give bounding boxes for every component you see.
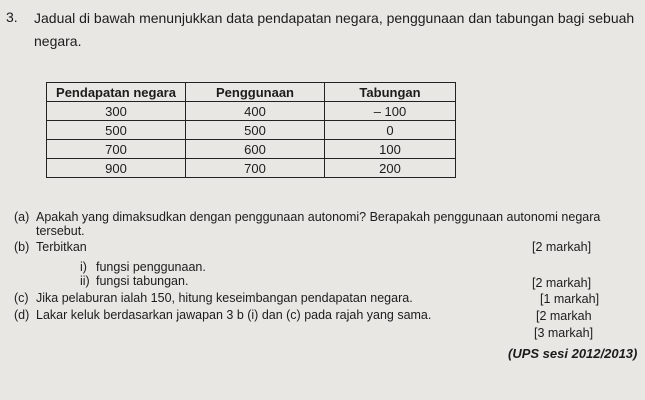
table-cell: 0 xyxy=(325,121,456,140)
part-bii-label: ii) xyxy=(80,274,90,288)
table-cell: 700 xyxy=(47,140,186,159)
table-cell: 600 xyxy=(186,140,325,159)
part-d-text: Lakar keluk berdasarkan jawapan 3 b (i) dan (c) pada rajah yang sama. xyxy=(36,308,432,322)
question-number: 3. xyxy=(6,9,18,25)
part-a-line1: Apakah yang dimaksudkan dengan penggunaan autonomi? Berapakah penggunaan autonomi negara xyxy=(36,210,601,224)
part-b-marks: [2 markah] xyxy=(532,240,592,254)
table-cell: 300 xyxy=(47,102,186,121)
table-row xyxy=(47,140,456,159)
part-b-text: Terbitkan xyxy=(36,240,87,254)
income-table xyxy=(46,82,456,178)
table-row xyxy=(47,102,456,121)
part-bi-text: fungsi penggunaan. xyxy=(96,260,206,274)
part-a-label: (a) xyxy=(14,210,30,224)
part-d-marks: [2 markah xyxy=(536,309,592,323)
part-bii-text: fungsi tabungan. xyxy=(96,274,189,288)
part-b-label: (b) xyxy=(14,240,30,254)
table-cell: 900 xyxy=(47,159,186,178)
part-bii-marks: [2 markah] xyxy=(532,276,592,290)
header-tabungan: Tabungan xyxy=(325,83,456,102)
header-pendapatan: Pendapatan negara xyxy=(47,83,186,102)
question-intro-line1: Jadual di bawah menunjukkan data pendapatan negara, penggunaan dan tabungan bagi sebuah xyxy=(34,10,635,26)
table-cell: 100 xyxy=(325,140,456,159)
table-cell: 400 xyxy=(186,102,325,121)
question-intro-line2: negara. xyxy=(34,33,82,49)
part-d-label: (d) xyxy=(14,308,30,322)
exam-source: (UPS sesi 2012/2013) xyxy=(508,346,638,361)
table-row xyxy=(47,159,456,178)
table-cell: 500 xyxy=(47,121,186,140)
header-penggunaan: Penggunaan xyxy=(186,83,325,102)
table-cell: – 100 xyxy=(325,102,456,121)
table-cell: 500 xyxy=(186,121,325,140)
part-a-line2: tersebut. xyxy=(36,224,85,238)
table-header-row xyxy=(47,83,456,102)
part-c-text: Jika pelaburan ialah 150, hitung keseimbangan pendapatan negara. xyxy=(36,291,413,305)
part-c-marks: [1 markah] xyxy=(540,292,600,306)
table-row xyxy=(47,121,456,140)
part-d-marks-total: [3 markah] xyxy=(534,326,594,340)
table-cell: 700 xyxy=(186,159,325,178)
part-c-label: (c) xyxy=(14,291,29,305)
table-cell: 200 xyxy=(325,159,456,178)
part-bi-label: i) xyxy=(80,260,87,274)
